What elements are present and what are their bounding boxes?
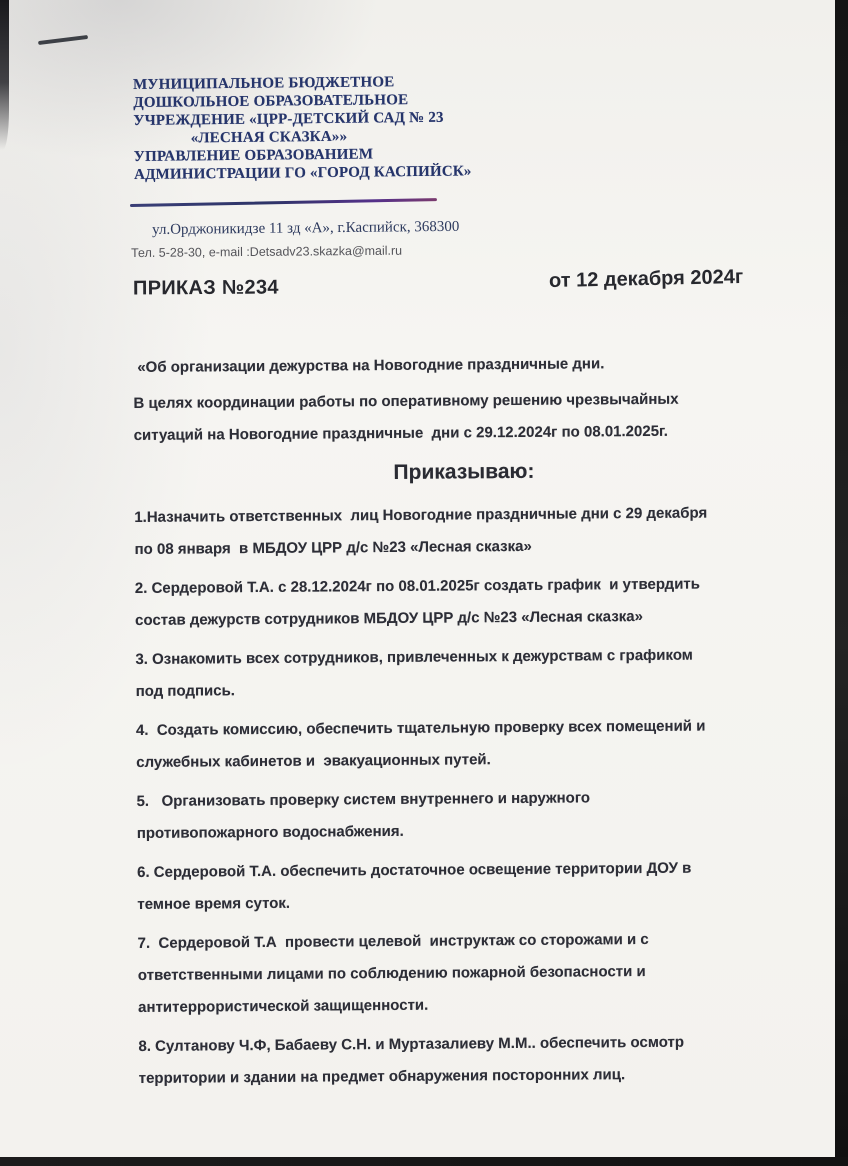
resolution-heading: Приказываю:: [393, 459, 535, 484]
scan-edge-bottom: [0, 1157, 848, 1166]
letterhead-line: ДОШКОЛЬНОЕ ОБРАЗОВАТЕЛЬНОЕ: [133, 92, 409, 111]
order-item: 1.Назначить ответственных лиц Новогодние праздничные дни с 29 декабря по 08 января в МБДОУ ЦРР д/с №23 «Лесная сказка»: [134, 504, 708, 558]
order-body: [133, 347, 839, 1102]
letterhead-line: АДМИНИСТРАЦИИ ГО «ГОРОД КАСПИЙСК»: [133, 163, 472, 183]
order-item: 2. Сердеровой Т.А. с 28.12.2024г по 08.01.2025г создать график и утвердить состав дежурств сотрудников МБДОУ ЦРР д/с №23 «Лесная сказка»: [134, 575, 701, 629]
letterhead-line: УПРАВЛЕНИЕ ОБРАЗОВАНИЕМ: [133, 146, 374, 165]
scan-edge-left: [0, 0, 9, 150]
pen-mark-icon: [38, 35, 88, 45]
order-date: от 12 декабря 2024г: [548, 265, 744, 293]
order-items: [134, 496, 839, 1094]
order-number: ПРИКАЗ №234: [132, 276, 279, 300]
order-item: 4. Создать комиссию, обеспечить тщательную проверку всех помещений и служебных кабинетов и эвакуационных путей.: [135, 717, 706, 771]
org-address: ул.Орджоникидзе 11 зд «А», г.Каспийск, 368300: [152, 218, 460, 238]
letterhead: [133, 72, 534, 184]
org-contact: Тел. 5-28-30, e-mail :Detsadv23.skazka@mail.ru: [131, 243, 403, 260]
order-item: 3. Ознакомить всех сотрудников, привлеченных к дежурствам с графиком под подпись.: [135, 646, 693, 700]
letterhead-divider: [130, 198, 437, 206]
letterhead-line: МУНИЦИПАЛЬНОЕ БЮДЖЕТНОЕ: [133, 74, 395, 93]
order-preamble: В целях координации работы по оперативному решению чрезвычайных ситуаций на Новогодние праздничные дни с 29.12.2024г по 08.01.2025г.: [133, 390, 679, 444]
order-item: 8. Султанову Ч.Ф, Бабаеву С.Н. и Муртазалиеву М.М.. обеспечить осмотр территории и здании на предмет обнаружения посторонних лиц.: [138, 1033, 685, 1087]
order-item: 5. Организовать проверку систем внутреннего и наружного противопожарного водоснабжения.: [136, 789, 591, 842]
letterhead-line: УЧРЕЖДЕНИЕ «ЦРР-ДЕТСКИЙ САД № 23: [133, 109, 444, 129]
order-item: 7. Сердеровой Т.А провести целевой инструктаж со сторожами и с ответственными лицами по соблюдению пожарной безопасности и антитеррористической защищенности.: [137, 930, 649, 1016]
order-item: 6. Сердеровой Т.А. обеспечить достаточное освещение территории ДОУ в темное время суток.: [137, 859, 692, 913]
letterhead-line: «ЛЕСНАЯ СКАЗКА»»: [190, 128, 348, 147]
order-subject: «Об организации дежурства на Новогодние праздничные дни.: [133, 355, 605, 376]
